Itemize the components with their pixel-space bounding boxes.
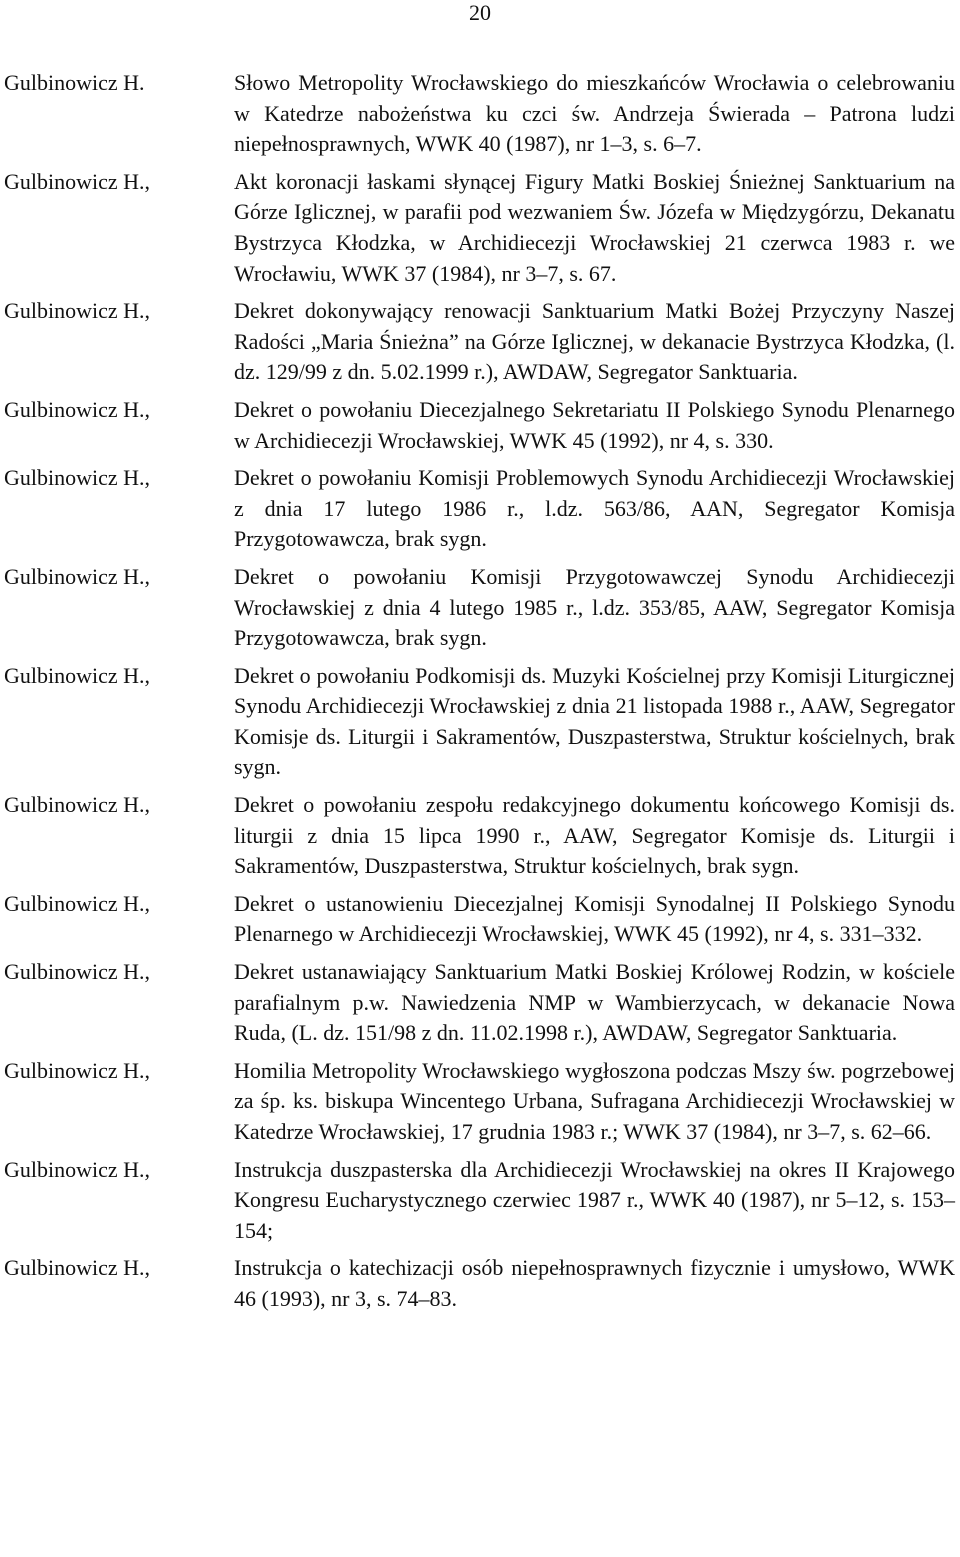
entry-author: Gulbinowicz H.,	[4, 890, 151, 916]
bibliography-entry	[0, 395, 960, 456]
entry-title: Homilia Metropolity Wrocławskiego wygłoszona podczas Mszy św. pogrzebowej za śp. ks. biskupa Wincentego Urbana, Sufragana Archidiecezji Wrocławskiej w Katedrze Wrocławskiej, 17 grudnia 1983 r.; WWK 37 (1984), nr 3–7, s. 62–66.	[234, 1057, 955, 1144]
entry-title: Dekret o ustanowieniu Diecezjalnej Komisji Synodalnej II Polskiego Synodu Plenarnego w Archidiecezji Wrocławskiej, WWK 45 (1992), nr 4, s. 331–332.	[234, 890, 955, 947]
entry-author: Gulbinowicz H.,	[4, 1255, 151, 1281]
entry-author: Gulbinowicz H.,	[4, 792, 151, 818]
entry-author: Gulbinowicz H.,	[4, 168, 151, 194]
bibliography-entry	[0, 296, 960, 388]
entry-title: Dekret o powołaniu Diecezjalnego Sekretariatu II Polskiego Synodu Plenarnego w Archidiecezji Wrocławskiej, WWK 45 (1992), nr 4, s. 330.	[234, 396, 955, 453]
page-number: 20	[469, 0, 491, 25]
bibliography-entry	[0, 1253, 960, 1314]
entry-author: Gulbinowicz H.,	[4, 563, 151, 589]
entry-author: Gulbinowicz H.,	[4, 662, 151, 688]
bibliography-entry	[0, 562, 960, 654]
bibliography-entry	[0, 957, 960, 1049]
bibliography-entry	[0, 463, 960, 555]
entry-title: Słowo Metropolity Wrocławskiego do mieszkańców Wrocławia o celebrowaniu w Katedrze nabożeństwa ku czci św. Andrzeja Świerada – Patrona ludzi niepełnosprawnych, WWK 40 (1987), nr 1–3, s. 6–7.	[234, 70, 955, 157]
entry-title: Dekret o powołaniu Komisji Przygotowawczej Synodu Archidiecezji Wrocławskiej z dnia 4 lutego 1985 r., l.dz. 353/85, AAW, Segregator Komisja Przygotowawcza, brak sygn.	[234, 563, 955, 651]
entry-author: Gulbinowicz H.,	[4, 959, 151, 985]
entry-author: Gulbinowicz H.	[4, 70, 145, 95]
entry-author: Gulbinowicz H.,	[4, 1156, 151, 1182]
entry-title: Dekret o powołaniu zespołu redakcyjnego dokumentu końcowego Komisji ds. liturgii z dnia 15 lipca 1990 r., AAW, Segregator Komisje ds. Liturgii i Sakramentów, Duszpasterstwa, Struktur kościelnych, brak sygn.	[234, 792, 955, 879]
bibliography-entry	[0, 661, 960, 783]
entry-title: Akt koronacji łaskami słynącej Figury Matki Boskiej Śnieżnej Sanktuarium na Górze Iglicznej, w parafii pod wezwaniem Św. Józefa w Międzygórzu, Dekanatu Bystrzyca Kłodzka, w Archidiecezji Wrocławskiej 21 czerwca 1983 r. we Wrocławiu, WWK 37 (1984), nr 3–7, s. 67.	[234, 168, 955, 286]
bibliography-entry	[0, 889, 960, 950]
entry-title: Dekret o powołaniu Podkomisji ds. Muzyki Kościelnej przy Komisji Liturgicznej Synodu Archidiecezji Wrocławskiej z dnia 21 listopada 1988 r., AAW, Segregator Komisje ds. Liturgii i Sakramentów, Duszpasterstwa, Struktur kościelnych, brak sygn.	[234, 662, 955, 780]
entry-title: Dekret dokonywający renowacji Sanktuarium Matki Bożej Przyczyny Naszej Radości „Maria Śnieżna” na Górze Iglicznej, w dekanacie Bystrzyca Kłodzka, (l. dz. 129/99 z dn. 5.02.1999 r.), AWDAW, Segregator Sanktuaria.	[234, 298, 955, 385]
bibliography-entry	[0, 790, 960, 882]
entry-author: Gulbinowicz H.,	[4, 1057, 151, 1083]
entry-author: Gulbinowicz H.,	[4, 396, 151, 422]
bibliography-entry	[0, 1155, 960, 1247]
bibliography-entry	[0, 68, 960, 160]
bibliography-list	[0, 68, 960, 1322]
entry-author: Gulbinowicz H.,	[4, 298, 151, 324]
entry-title: Dekret ustanawiający Sanktuarium Matki Boskiej Królowej Rodzin, w kościele parafialnym p.w. Nawiedzenia NMP w Wambierzycach, w dekanacie Nowa Ruda, (L. dz. 151/98 z dn. 11.02.1998 r.), AWDAW, Segregator Sanktuaria.	[234, 959, 955, 1046]
entry-title: Dekret o powołaniu Komisji Problemowych Synodu Archidiecezji Wrocławskiej z dnia 17 lutego 1986 r., l.dz. 563/86, AAN, Segregator Komisja Przygotowawcza, brak sygn.	[234, 465, 955, 552]
entry-title: Instrukcja duszpasterska dla Archidiecezji Wrocławskiej na okres II Krajowego Kongresu Eucharystycznego czerwiec 1987 r., WWK 40 (1987), nr 5–12, s. 153–154;	[234, 1156, 955, 1243]
entry-title: Instrukcja o katechizacji osób niepełnosprawnych fizycznie i umysłowo, WWK 46 (1993), nr 3, s. 74–83.	[234, 1255, 955, 1311]
entry-author: Gulbinowicz H.,	[4, 465, 151, 491]
bibliography-entry	[0, 1056, 960, 1148]
bibliography-entry	[0, 167, 960, 289]
